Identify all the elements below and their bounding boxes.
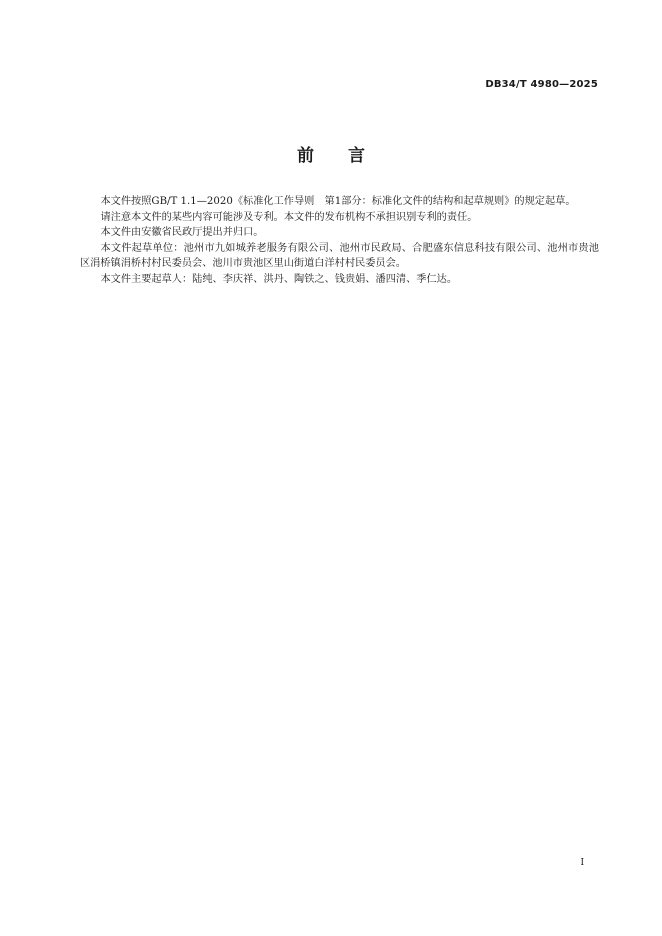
title-char-2: 言 (348, 146, 365, 166)
paragraph-proposer: 本文件由安徽省民政厅提出并归口。 (100, 227, 264, 239)
paragraph-drafters: 本文件主要起草人：陆纯、李庆祥、洪丹、陶铁之、钱贵娟、潘四清、季仁达。 (100, 273, 458, 285)
paragraph-patent-notice: 请注意本文件的某些内容可能涉及专利。本文件的发布机构不承担识别专利的责任。 (100, 211, 478, 223)
page-title (0, 141, 662, 166)
title-char-1: 前 (297, 146, 314, 166)
foreword-body (80, 194, 599, 288)
document-code: DB34/T 4980—2025 (485, 79, 598, 90)
paragraph-drafting-rules: 本文件按照GB/T 1.1—2020《标准化工作导则 第1部分：标准化文件的结构和起草规则》的规定起草。 (100, 196, 576, 207)
paragraph-drafting-units: 本文件起草单位：池州市九如城养老服务有限公司、池州市民政局、合肥盛东信息科技有限公司、池州市贵池区涓桥镇涓桥村村民委员会、池川市贵池区里山街道白洋村村民委员会。 (80, 242, 599, 270)
page-number: I (580, 858, 584, 868)
